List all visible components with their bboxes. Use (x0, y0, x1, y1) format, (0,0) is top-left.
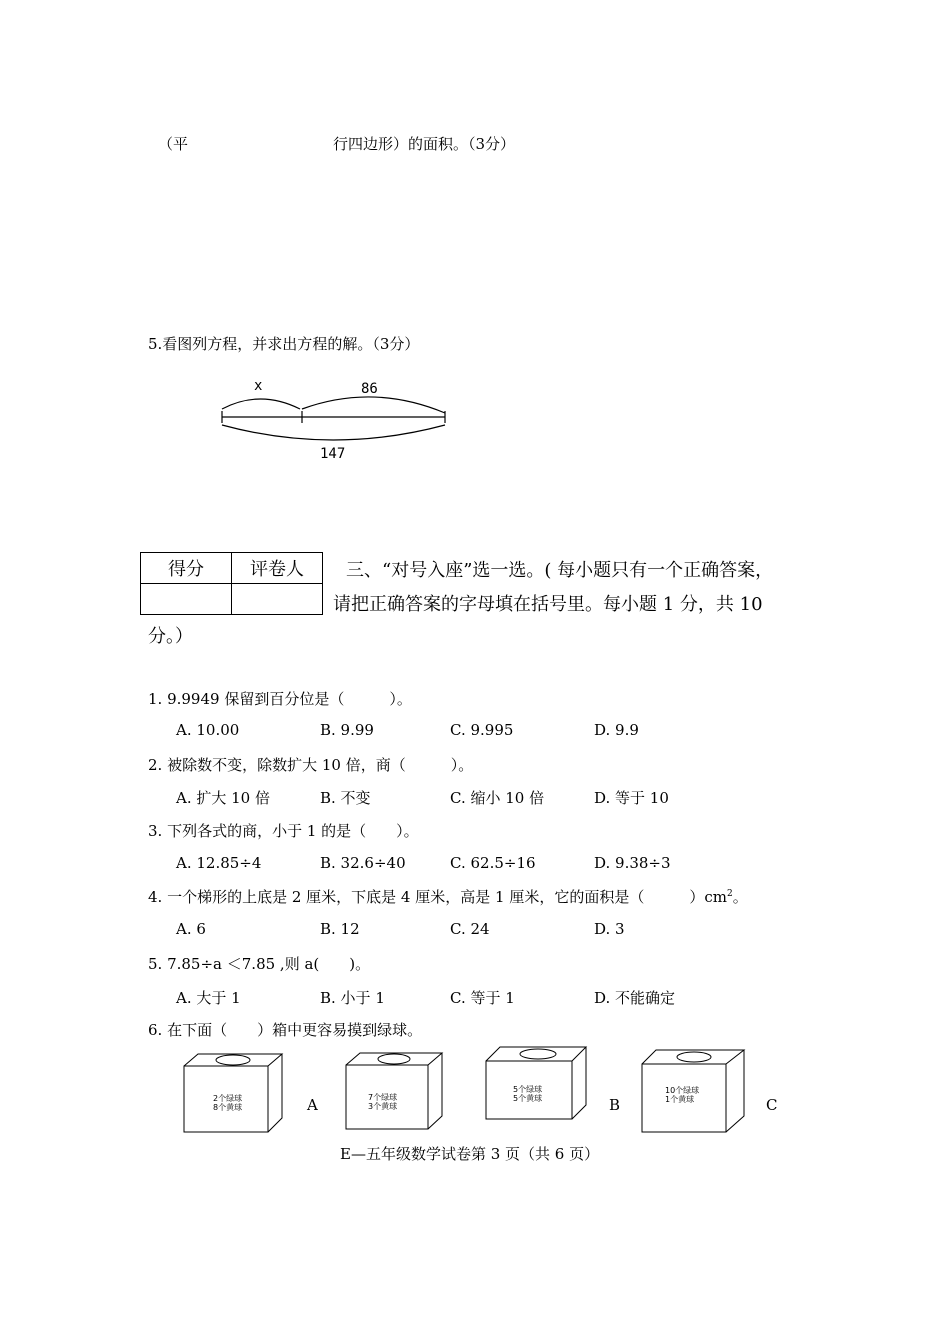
section3-line2: 请把正确答案的字母填在括号里。每小题 1 分，共 10 (333, 594, 763, 615)
box-3-yellow: 5个黄球 (513, 1094, 543, 1103)
section3-line3: 分。） (148, 626, 193, 647)
q5-heading: 5.看图列方程，并求出方程的解。（3分） (148, 335, 420, 353)
question-1: 1. 9.9949 保留到百分位是（ ）。 (148, 690, 412, 708)
box-1 (184, 1054, 282, 1132)
box-2-green: 7个绿球 (368, 1093, 398, 1102)
question-4-tail: 。 (732, 888, 748, 906)
q5-option-d: D. 不能确定 (594, 989, 676, 1007)
q3-option-d: D. 9.38÷3 (594, 854, 671, 872)
choice-c: C (766, 1096, 778, 1114)
q1-option-b: B. 9.99 (320, 721, 374, 739)
q2-option-c: C. 缩小 10 倍 (450, 789, 545, 807)
box-3-label (513, 1085, 542, 1103)
section3-line1: 三、“对号入座”选一选。( 每小题只有一个正确答案， (346, 560, 774, 581)
question-4-text: 4. 一个梯形的上底是 2 厘米，下底是 4 厘米，高是 1 厘米，它的面积是（ ）cm (148, 888, 727, 906)
score-cell[interactable] (141, 584, 232, 615)
box-2-label (368, 1093, 397, 1111)
q5-option-b: B. 小于 1 (320, 989, 385, 1007)
label-86: 86 (361, 381, 378, 397)
choice-b: B (609, 1096, 621, 1114)
grader-header: 评卷人 (232, 553, 323, 584)
arc-86 (302, 397, 445, 413)
box-3-green: 5个绿球 (513, 1085, 543, 1094)
box-4-green: 10个绿球 (665, 1086, 700, 1095)
box-2 (346, 1053, 442, 1129)
q4-option-d: D. 3 (594, 920, 625, 938)
box-2-yellow: 3个黄球 (368, 1102, 398, 1111)
label-x: x (254, 378, 263, 394)
q4-option-b: B. 12 (320, 920, 360, 938)
top-text-part2: 行四边形）的面积。（3分） (333, 135, 516, 153)
choice-a: A (307, 1096, 318, 1114)
q1-option-d: D. 9.9 (594, 721, 639, 739)
score-table (140, 552, 323, 615)
q1-option-c: C. 9.995 (450, 721, 514, 739)
q1-option-a: A. 10.00 (176, 721, 240, 739)
q5-option-a: A. 大于 1 (176, 989, 241, 1007)
box-1-green: 2个绿球 (213, 1094, 243, 1103)
q4-option-c: C. 24 (450, 920, 490, 938)
box-1-yellow: 8个黄球 (213, 1103, 243, 1112)
q3-option-b: B. 32.6÷40 (320, 854, 406, 872)
label-147: 147 (320, 446, 346, 462)
q2-option-d: D. 等于 10 (594, 789, 669, 807)
score-header: 得分 (141, 553, 232, 584)
q5-option-c: C. 等于 1 (450, 989, 515, 1007)
box-3 (486, 1047, 586, 1119)
box-4-yellow: 1个黄球 (665, 1095, 695, 1104)
q3-option-c: C. 62.5÷16 (450, 854, 536, 872)
q4-option-a: A. 6 (176, 920, 206, 938)
question-3: 3. 下列各式的商，小于 1 的是（ ）。 (148, 822, 419, 840)
box-1-label (213, 1094, 242, 1112)
box-4-label (665, 1086, 699, 1104)
top-text-part1: （平 (158, 135, 189, 153)
question-2: 2. 被除数不变，除数扩大 10 倍，商（ ）。 (148, 756, 474, 774)
q3-option-a: A. 12.85÷4 (176, 854, 262, 872)
q2-option-b: B. 不变 (320, 789, 371, 807)
question-4-sup: 2 (726, 889, 733, 899)
question-6: 6. 在下面（ ）箱中更容易摸到绿球。 (148, 1021, 423, 1039)
question-4 (148, 886, 748, 907)
arc-x (222, 399, 300, 409)
grader-cell[interactable] (232, 584, 323, 615)
arc-147 (222, 425, 445, 440)
question-5: 5. 7.85÷a ＜7.85 ,则 a( )。 (148, 955, 371, 973)
q2-option-a: A. 扩大 10 倍 (176, 789, 270, 807)
page-footer: E—五年级数学试卷第 3 页（共 6 页） (340, 1145, 600, 1163)
